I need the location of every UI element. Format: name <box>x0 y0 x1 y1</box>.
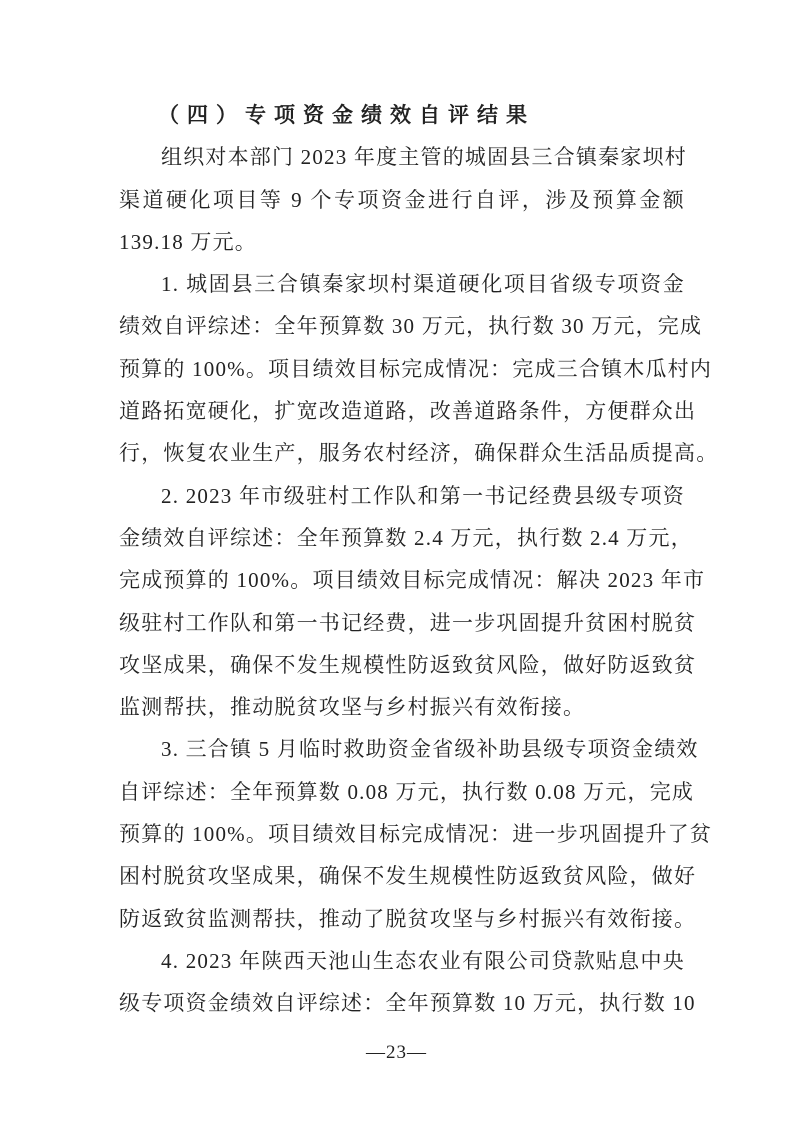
paragraph-intro <box>119 136 685 263</box>
text-line: 防返致贫监测帮扶，推动了脱贫攻坚与乡村振兴有效衔接。 <box>119 906 697 931</box>
text-line: 1. 城固县三合镇秦家坝村渠道硬化项目省级专项资金 <box>161 272 685 297</box>
text-line: 级专项资金绩效自评综述：全年预算数 10 万元，执行数 10 <box>119 991 696 1016</box>
paragraph-item-3 <box>119 728 713 939</box>
text-line: 绩效自评综述：全年预算数 30 万元，执行数 30 万元，完成 <box>119 314 703 339</box>
text-line: 监测帮扶，推动脱贫攻坚与乡村振兴有效衔接。 <box>119 695 586 720</box>
text-line: 攻坚成果，确保不发生规模性防返致贫风险，做好防返致贫 <box>119 652 697 677</box>
text-line: 组织对本部门 2023 年度主管的城固县三合镇秦家坝村 <box>161 145 687 170</box>
text-line: 级驻村工作队和第一书记经费，进一步巩固提升贫困村脱贫 <box>119 610 697 635</box>
paragraph-item-1 <box>119 263 719 474</box>
text-line: 完成预算的 100%。项目绩效目标完成情况：解决 2023 年市 <box>119 568 706 593</box>
text-line: 2. 2023 年市级驻村工作队和第一书记经费县级专项资 <box>161 483 685 508</box>
text-line: 预算的 100%。项目绩效目标完成情况：进一步巩固提升了贫 <box>119 822 713 847</box>
text-line: 行，恢复农业生产，服务农村经济，确保群众生活品质提高。 <box>119 441 719 466</box>
section-heading: （四）专项资金绩效自评结果 <box>158 103 535 127</box>
document-content <box>119 94 719 1025</box>
paragraph-item-4 <box>119 940 696 1025</box>
text-line: 渠道硬化项目等 9 个专项资金进行自评，涉及预算金额 <box>119 187 685 212</box>
text-line: 预算的 100%。项目绩效目标完成情况：完成三合镇木瓜村内 <box>119 356 713 381</box>
text-line: 金绩效自评综述：全年预算数 2.4 万元，执行数 2.4 万元， <box>119 525 693 550</box>
page-number: —23— <box>366 1042 427 1063</box>
text-line: 困村脱贫攻坚成果，确保不发生规模性防返致贫风险，做好 <box>119 864 697 889</box>
text-line: 139.18 万元。 <box>119 229 257 254</box>
paragraph-item-2 <box>119 475 706 729</box>
text-line: 4. 2023 年陕西天池山生态农业有限公司贷款贴息中央 <box>161 948 685 973</box>
text-line: 3. 三合镇 5 月临时救助资金省级补助县级专项资金绩效 <box>161 737 699 762</box>
text-line: 道路拓宽硬化，扩宽改造道路，改善道路条件，方便群众出 <box>119 399 697 424</box>
page-footer <box>0 1040 793 1066</box>
text-line: 自评综述：全年预算数 0.08 万元，执行数 0.08 万元，完成 <box>119 779 695 804</box>
